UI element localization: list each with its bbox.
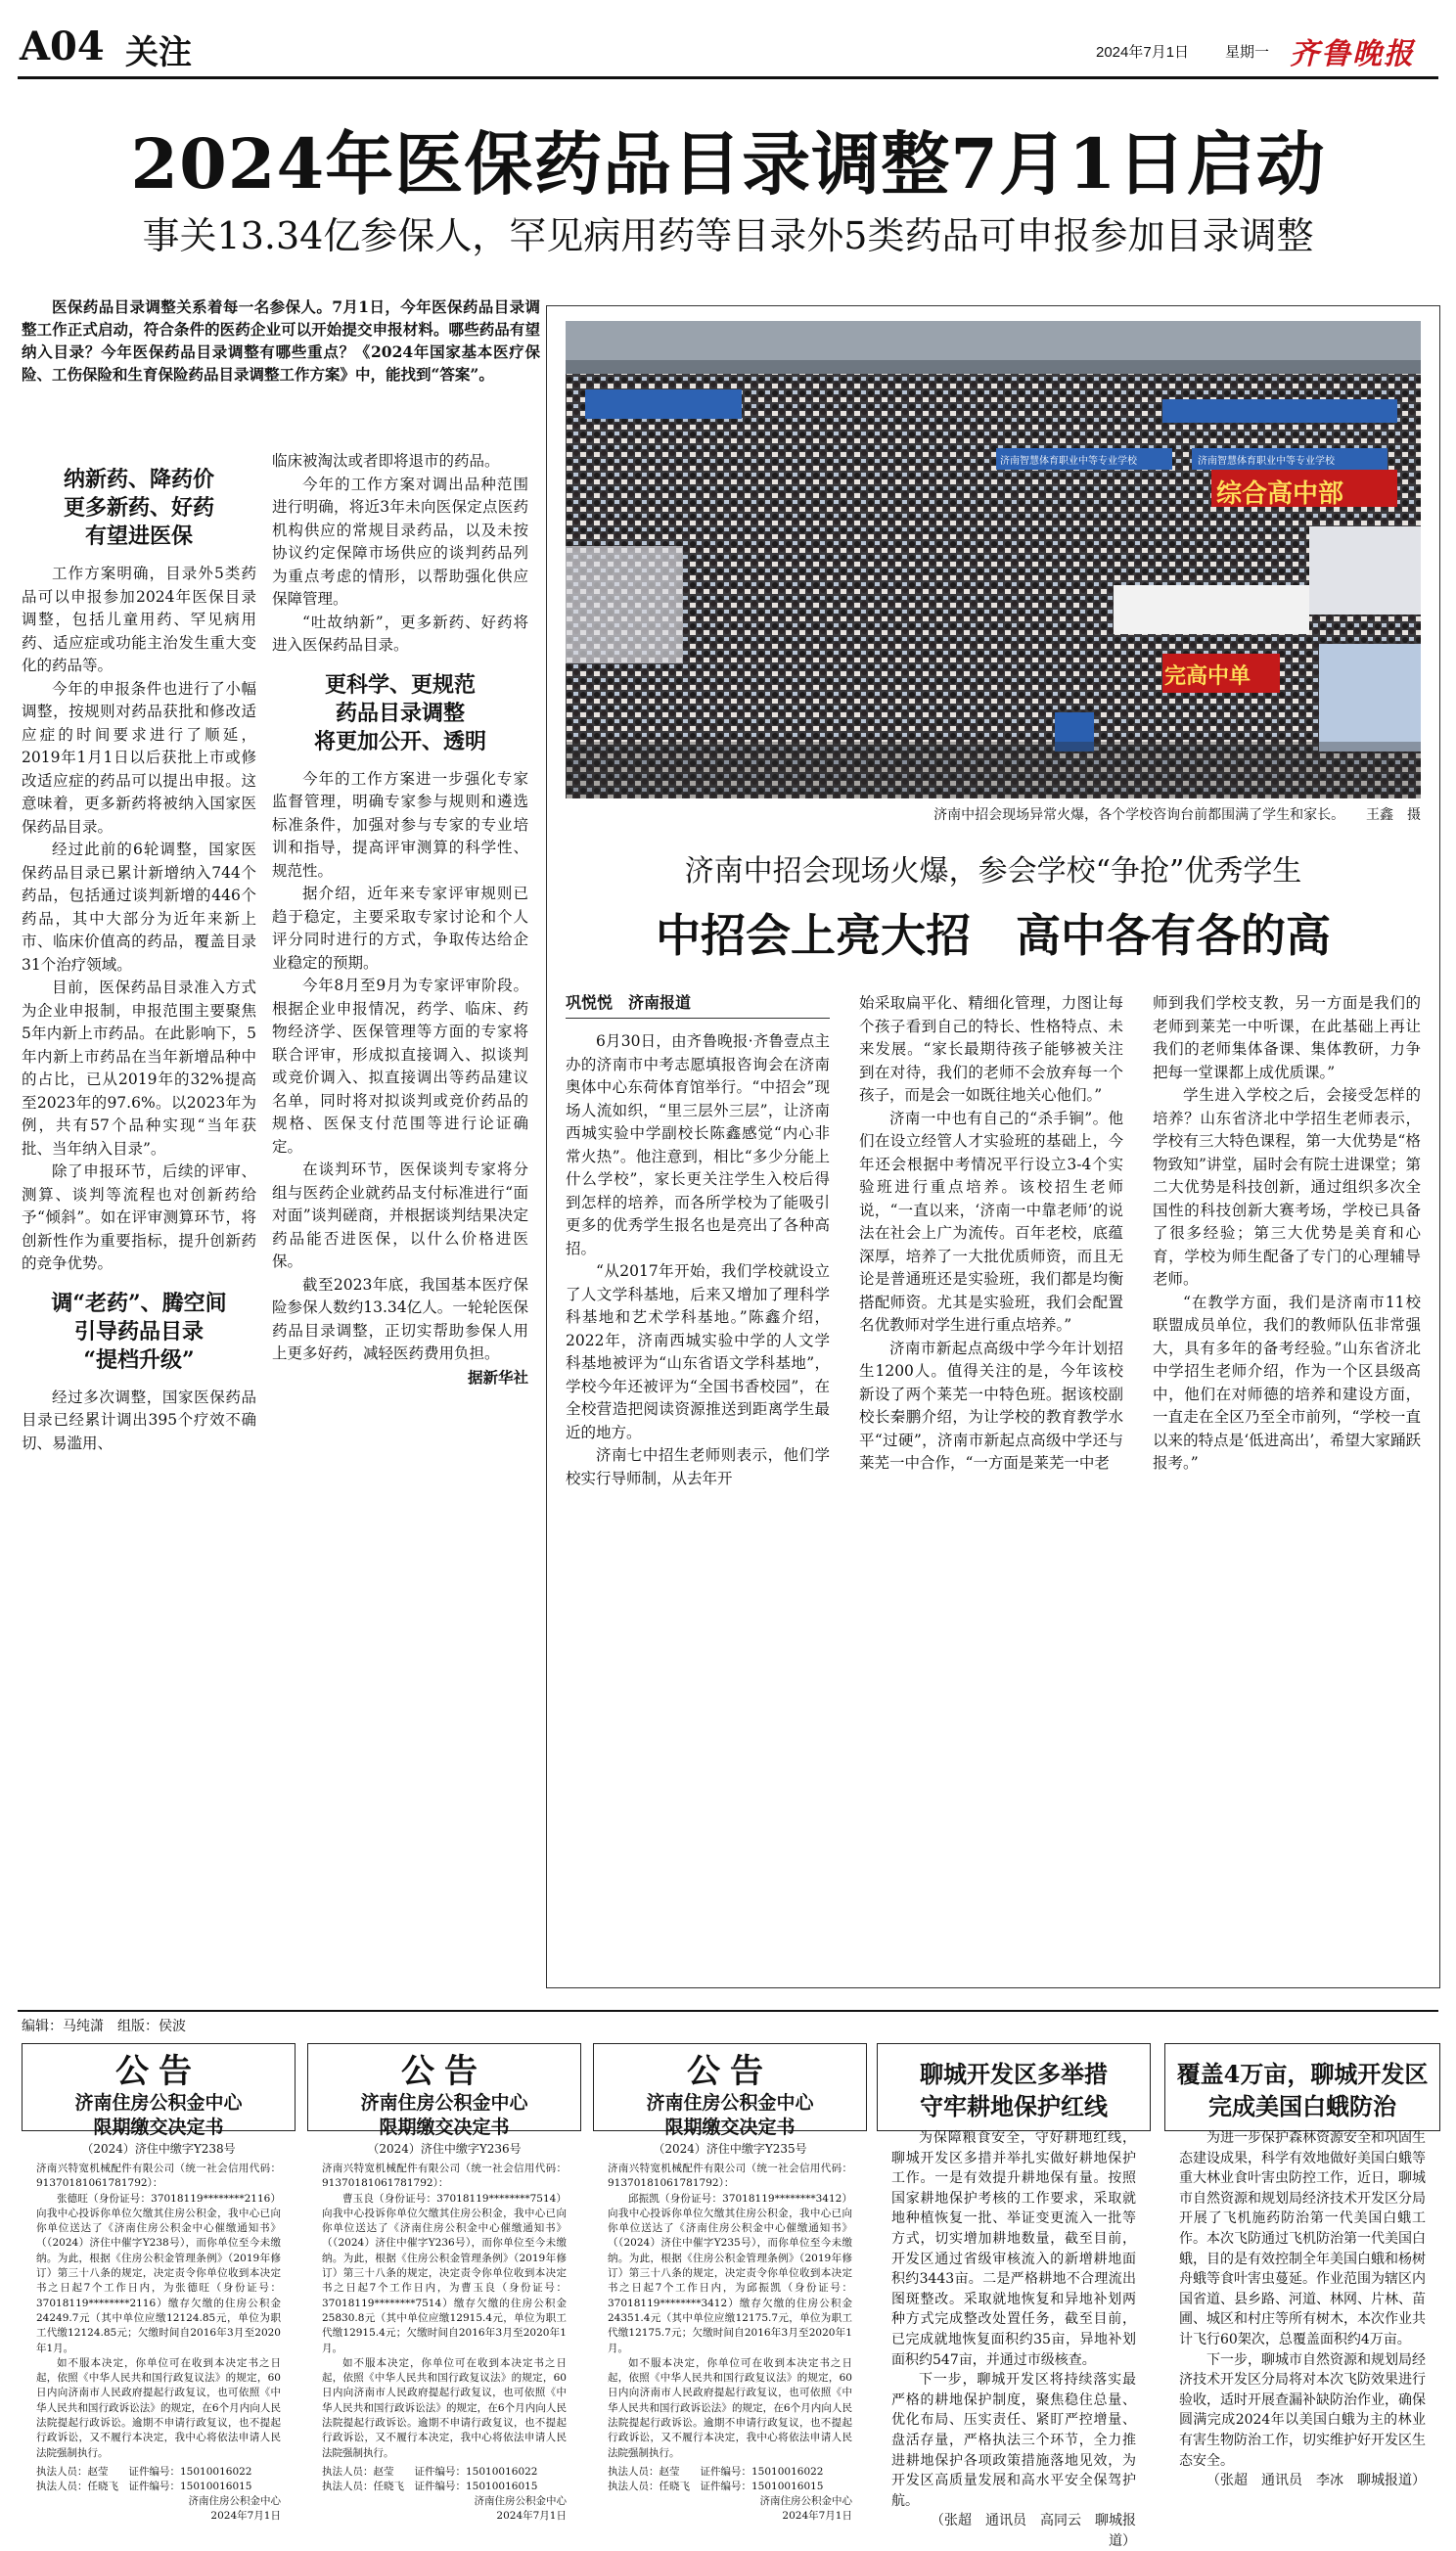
officer-1: 执法人员：赵莹 证件编号：15010016022 xyxy=(608,2465,824,2478)
headline: 2024年医保药品目录调整7月1日启动 xyxy=(130,123,1326,205)
paragraph: 经过多次调整，国家医保药品目录已经累计调出395个疗效不确切、易滥用、 xyxy=(22,1388,256,1452)
notice-doc-type: 限期缴交决定书 xyxy=(379,2117,510,2138)
subhead-2-line-2: 引导药品目录 xyxy=(73,1318,204,1344)
article-col-2 xyxy=(272,450,528,1986)
expo-photo xyxy=(566,321,1421,798)
paragraph: 6月30日，由齐鲁晚报·齐鲁壹点主办的济南市中考志愿填报咨询会在济南奥体中心东荷体育馆举行。“中招会”现场人流如织，“里三层外三层”，让济南西城实验中学副校长陈鑫感觉“内心非常火热”。他注意到，相比“多少分能上什么学校”，家长更关注学生入校后得到怎样的培养，而各所学校为了能吸引更多的优秀学生报名也是亮出了各种高招。 xyxy=(566,1032,830,1257)
paragraph: 张德旺（身份证号：37018119********2116）向我中心投诉你单位欠缴其住房公积金，我中心已向你单位送达了《济南住房公积金中心催缴通知书》（（2024）济住中催字Y238号），而你单位至今未缴纳。为此，根据《住房公积金管理条例》（2019年修订）第三十八条的规定，决定责令你单位收到本决定书之日起7个工作日内，为张德旺（身份证号：37018119********2116）缴存欠缴的住房公积金24249.7元（其中单位应缴12124.85元，单位为职工代缴12124.85元；欠缴时间自2016年3月至2020年1月。 xyxy=(36,2192,281,2354)
paragraph: 济南一中也有自己的“杀手锏”。他们在设立经管人才实验班的基础上，今年还会根据中考情况平行设立3-4个实验班进行重点培养。该校招生老师说，“一直以来，‘济南一中靠老师’的说法在社会上广为流传。百年老校，底蕴深厚，培养了一大批优质师资，而且无论是普通班还是实验班，我们都是均衡搭配师资。尤其是实验班，我们会配置名优教师对学生进行重点培养。” xyxy=(859,1109,1123,1334)
news-1-credit: （张超 通讯员 高同云 聊城报道） xyxy=(931,2513,1136,2549)
bottom-rule xyxy=(18,2010,1438,2012)
paragraph: 在谈判环节，医保谈判专家将分组与医药企业就药品支付标准进行“面对面”谈判磋商，并根据谈判结果决定药品能否进医保，以什么价格进医保。 xyxy=(272,1161,528,1270)
photo-sign-1: 综合高中部 xyxy=(1216,479,1344,509)
story-title: 中招会上亮大招 高中各有各的高 xyxy=(656,909,1331,962)
story-col-2 xyxy=(859,992,1123,1971)
paragraph: 学生进入学校之后，会接受怎样的培养？山东省济北中学招生老师表示，学校有三大特色课程，第一大优势是“格物致知”讲堂，届时会有院士进课堂；第二大优势是科技创新，通过组织多次全国性的科技创新大赛考场，学校已具备了很多经验；第三大优势是美育和心育，学校为师生配备了专门的心理辅导老师。 xyxy=(1153,1086,1421,1288)
masthead xyxy=(18,12,1438,76)
paragraph: 目前，医保药品目录准入方式为企业申报制，申报范围主要聚焦5年内新上市药品。在此影响下，5年内新上市药品在当年新增品种中的占比，已从2019年的32%提高至2023年的97.6%。以2023年为例，共有57个品种实现“当年获批、当年纳入目录”。 xyxy=(22,979,256,1158)
article-col-1 xyxy=(22,460,256,1967)
subhead-1 xyxy=(22,466,256,551)
news-2-credit: （张超 通讯员 李冰 聊城报道） xyxy=(1206,2473,1426,2489)
notice-title: 公告 xyxy=(401,2052,487,2091)
editor-credits: 编辑：马纯潇 组版：侯波 xyxy=(22,2018,186,2033)
notice-signature xyxy=(23,2461,295,2524)
news-1-title xyxy=(878,2058,1150,2122)
caption-text: 济南中招会现场异常火爆，各个学校咨询台前都围满了学生和家长。 xyxy=(933,806,1345,822)
notice-signature xyxy=(308,2461,580,2524)
story-col-1 xyxy=(566,992,830,1971)
paragraph: 下一步，聊城市自然资源和规划局经济技术开发区分局将对本次飞防效果进行验收，适时开展查漏补缺防治作业，确保圆满完成2024年以美国白蛾为主的林业有害生物防治工作，切实维护好开发区生态安全。 xyxy=(1179,2351,1426,2469)
subhead-3-line-1: 更科学、更规范 xyxy=(324,671,476,698)
subhead-2-line-1: 调“老药”、腾空间 xyxy=(51,1290,227,1316)
lead-paragraph xyxy=(22,296,540,431)
masthead-rule xyxy=(18,76,1438,79)
notice-number: （2024）济住中缴字Y236号 xyxy=(367,2142,522,2156)
paragraph: 今年的工作方案进一步强化专家监督管理，明确专家参与规则和遴选标准条件，加强对参与专家的专业培训和指导，提高评审测算的科学性、规范性。 xyxy=(272,769,528,880)
notice-title: 公告 xyxy=(687,2052,773,2091)
photographer: 王鑫 摄 xyxy=(1366,806,1421,822)
issue-date: 2024年7月1日 xyxy=(1096,44,1190,61)
lead-text: 医保药品目录调整关系着每一名参保人。7月1日，今年医保药品目录调整工作正式启动，符合条件的医药企业可以开始提交申报材料。哪些药品有望纳入目录？今年医保药品目录调整有哪些重点？《2024年国家基本医疗保险、工伤保险和生育保险药品目录调整工作方案》中，能找到“答案”。 xyxy=(22,297,540,384)
paragraph: 如不服本决定，你单位可在收到本决定书之日起，依照《中华人民共和国行政复议法》的规定，60日内向济南市人民政府提起行政复议，也可依照《中华人民共和国行政诉讼法》的规定，在6个月内向人民法院提起行政诉讼。逾期不申请行政复议，也不提起行政诉讼，又不履行本决定，我中心将依法申请人民法院强制执行。 xyxy=(322,2356,567,2459)
story-kicker: 济南中招会现场火爆，参会学校“争抢”优秀学生 xyxy=(684,854,1302,888)
notice-box-3 xyxy=(593,2043,867,2522)
paragraph: “在教学方面，我们是济南市11校联盟成员单位，我们的教师队伍非常强大，具有多年的备考经验。”山东省济北中学招生老师介绍，作为一个区县级高中，他们在对师德的培养和建设方面，一直走在全区乃至全市前列，“学校一直以来的特点是‘低进高出’，希望大家踊跃报考。” xyxy=(1153,1293,1421,1472)
notice-date: 2024年7月1日 xyxy=(210,2509,281,2522)
photo-caption xyxy=(566,804,1421,824)
paragraph: 为进一步保护森林资源安全和巩固生态建设成果，科学有效地做好美国白蛾等重大林业食叶害虫防控工作，近日，聊城市自然资源和规划局经济技术开发区分局开展了飞机施药防治第一代美国白蛾工作。本次飞防通过飞机防治第一代美国白蛾，目的是有效控制全年美国白蛾和杨树舟蛾等食叶害虫蔓延。作业范围为辖区内国省道、县乡路、河道、林网、片林、苗圃、城区和村庄等所有树木，本次作业共计飞行60架次，总覆盖面积约4万亩。 xyxy=(1179,2130,1426,2347)
photo-sign-3: 济南智慧体育职业中等专业学校 xyxy=(1000,456,1137,467)
news-2-body xyxy=(1165,2122,1439,2491)
news-1-title-line-2: 守牢耕地保护红线 xyxy=(920,2092,1108,2120)
notice-number: （2024）济住中缴字Y238号 xyxy=(81,2142,236,2156)
notice-org: 济南住房公积金中心 xyxy=(74,2092,243,2114)
officer-2: 执法人员：任晓飞 证件编号：15010016015 xyxy=(608,2480,824,2492)
paragraph: 下一步，聊城开发区将持续落实最严格的耕地保护制度，聚焦稳住总量、优化布局、压实责任、紧盯严控增量、盘活存量，严格执法三个环节，全力推进耕地保护各项政策措施落地见效，为开发区高质量发展和高水平安全保驾护航。 xyxy=(891,2372,1136,2509)
officer-1: 执法人员：赵莹 证件编号：15010016022 xyxy=(322,2465,538,2478)
paragraph: 除了申报环节，后续的评审、测算、谈判等流程也对创新药给予“倾斜”。如在评审测算环节，将创新性作为重要指标，提升创新药的竞争优势。 xyxy=(22,1162,256,1272)
page-number: A04 xyxy=(20,23,105,69)
paragraph: “吐故纳新”，更多新药、好药将进入医保药品目录。 xyxy=(272,613,528,654)
notice-doc-type: 限期缴交决定书 xyxy=(664,2117,796,2138)
officer-2: 执法人员：任晓飞 证件编号：15010016015 xyxy=(36,2480,252,2492)
notice-box-1 xyxy=(22,2043,296,2522)
news-2-title-line-2: 完成美国白蛾防治 xyxy=(1208,2092,1396,2120)
news-agency-credit: 据新华社 xyxy=(467,1367,528,1387)
paragraph: 曹玉良（身份证号：37018119********7514）向我中心投诉你单位欠缴其住房公积金，我中心已向你单位送达了《济南住房公积金中心催缴通知书》（（2024）济住中催字Y236号），而你单位至今未缴纳。为此，根据《住房公积金管理条例》（2019年修订）第三十八条的规定，决定责令你单位收到本决定书之日起7个工作日内，为曹玉良（身份证号：37018119********7514）缴存欠缴的住房公积金25830.8元（其中单位应缴12915.4元，单位为职工代缴12915.4元；欠缴时间自2016年3月至2020年1月。 xyxy=(322,2192,567,2354)
notice-issuer: 济南住房公积金中心 xyxy=(759,2494,852,2507)
crowd-photo-illustration xyxy=(566,321,1421,798)
photo-sign-2: 完高中单 xyxy=(1164,663,1251,689)
paragraph: 今年的工作方案对调出品种范围进行明确，将近3年未向医保定点医药机构供应的常规目录药品，以及未按协议约定保障市场供应的谈判药品列为重点考虑的情形，以帮助强化供应保障管理。 xyxy=(272,475,528,608)
subheadline: 事关13.34亿参保人，罕见病用药等目录外5类药品可申报参加目录调整 xyxy=(142,214,1314,257)
news-brief-2 xyxy=(1164,2043,1440,2489)
paragraph: 师到我们学校支教，另一方面是我们的老师到莱芜一中听课，在此基础上再让我们的老师集体备课、集体教研，力争把每一堂课都上成优质课。” xyxy=(1153,994,1421,1081)
paragraph: 今年的申报条件也进行了小幅调整，按规则对药品获批和修改适应症的时间要求进行了顺延，2019年1月1日以后获批上市或修改适应症的药品可以提出申报。这意味着，更多新药将被纳入国家医保药品目录。 xyxy=(22,679,256,836)
paragraph: 始采取扁平化、精细化管理，力图让每个孩子看到自己的特长、性格特点、未来发展。“家长最期待孩子能够被关注到在对待，我们的老师不会放弃每一个孩子，而是会一如既往地关心他们。” xyxy=(859,994,1123,1104)
notice-box-2 xyxy=(307,2043,581,2522)
subhead-2-line-3: “提档升级” xyxy=(83,1346,195,1373)
photo-sign-4: 济南智慧体育职业中等专业学校 xyxy=(1198,456,1335,467)
notice-doc-type: 限期缴交决定书 xyxy=(93,2117,224,2138)
subhead-2 xyxy=(22,1290,256,1375)
notice-org: 济南住房公积金中心 xyxy=(360,2092,528,2114)
officer-1: 执法人员：赵莹 证件编号：15010016022 xyxy=(36,2465,252,2478)
paragraph: 邱振凯（身份证号：37018119********3412）向我中心投诉你单位欠缴其住房公积金，我中心已向你单位送达了《济南住房公积金中心催缴通知书》（（2024）济住中催字Y235号），而你单位至今未缴纳。为此，根据《住房公积金管理条例》（2019年修订）第三十八条的规定，决定责令你单位收到本决定书之日起7个工作日内，为邱振凯（身份证号：37018119********3412）缴存欠缴的住房公积金24351.4元（其中单位应缴12175.7元，单位为职工代缴12175.7元；欠缴时间自2016年3月至2020年1月。 xyxy=(608,2192,852,2354)
news-1-body xyxy=(878,2122,1150,2551)
paragraph: 今年8月至9月为专家评审阶段。根据企业申报情况，药学、临床、药物经济学、医保管理等方面的专家将联合评审，形成拟直接调入、拟谈判或竞价调入、拟直接调出等药品建议名单，同时将对拟谈判或竞价药品的规格、医保支付范围等进行论证确定。 xyxy=(272,977,528,1156)
paragraph: 据介绍，近年来专家评审规则已趋于稳定，主要采取专家讨论和个人评分同时进行的方式，争取传达给企业稳定的预期。 xyxy=(272,885,528,972)
news-2-title-line-1: 覆盖4万亩，聊城开发区 xyxy=(1176,2060,1429,2088)
notice-date: 2024年7月1日 xyxy=(496,2509,567,2522)
notice-recipient: 济南兴特宽机械配件有限公司（统一社会信用代码：91370181061781792）： xyxy=(608,2163,852,2190)
news-2-title xyxy=(1165,2058,1439,2122)
news-1-title-line-1: 聊城开发区多举措 xyxy=(920,2060,1108,2088)
byline-text: 巩悦悦 济南报道 xyxy=(566,995,692,1012)
paragraph: 经过此前的6轮调整，国家医保药品目录已累计新增纳入744个药品，包括通过谈判新增的446个药品，其中大部分为近年来新上市、临床价值高的药品，覆盖目录31个治疗领域。 xyxy=(22,841,256,974)
notice-title: 公告 xyxy=(115,2052,202,2091)
paragraph: 工作方案明确，目录外5类药品可以申报参加2024年医保目录调整，包括儿童用药、罕见病用药、适应症或功能主治发生重大变化的药品等。 xyxy=(22,565,256,674)
story-byline xyxy=(566,992,830,1019)
paragraph: 如不服本决定，你单位可在收到本决定书之日起，依照《中华人民共和国行政复议法》的规定，60日内向济南市人民政府提起行政复议，也可依照《中华人民共和国行政诉讼法》的规定，在6个月内向人民法院提起行政诉讼。逾期不申请行政复议，也不提起行政诉讼，又不履行本决定，我中心将依法申请人民法院强制执行。 xyxy=(36,2356,281,2459)
paragraph: 为保障粮食安全，守好耕地红线，聊城开发区多措并举扎实做好耕地保护工作。一是有效提升耕地保有量。按照国家耕地保护考核的工作要求，采取就地种植恢复一批、举证变更流入一批等方式，切实增加耕地数量，截至目前，开发区通过省级审核流入的新增耕地面积约3443亩。二是严格耕地不合理流出图斑整改。采取就地恢复和异地补划两种方式完成整改处置任务，截至目前，已完成就地恢复面积约35亩，异地补划面积约547亩，并通过市级核查。 xyxy=(891,2130,1136,2368)
notice-date: 2024年7月1日 xyxy=(782,2509,852,2522)
subhead-3 xyxy=(272,671,528,756)
paper-logo: 齐鲁晚报 xyxy=(1290,37,1415,71)
subhead-3-line-3: 将更加公开、透明 xyxy=(313,728,486,754)
section-name: 关注 xyxy=(125,33,192,72)
paragraph: 截至2023年底，我国基本医疗保险参保人数约13.34亿人。一轮轮医保药品目录调整，正切实帮助参保人用上更多好药，减轻医药费用负担。 xyxy=(272,1275,528,1362)
paragraph: 济南市新起点高级中学今年计划招生1200人。值得关注的是，今年该校新设了两个莱芜一中特色班。据该校副校长秦鹏介绍，为让学校的教育教学水平“过硬”，济南市新起点高级中学还与莱芜一中合作，“一方面是莱芜一中老 xyxy=(859,1339,1123,1472)
notice-signature xyxy=(594,2461,866,2524)
paragraph: “从2017年开始，我们学校就设立了人文学科基地，后来又增加了理科学科基地和艺术学科基地。”陈鑫介绍，2022年，济南西城实验中学的人文学科基地被评为“山东省语文学科基地”，学校今年还被评为“全国书香校园”，在全校营造把阅读资源推送到距离学生最近的地方。 xyxy=(566,1262,830,1441)
notice-recipient: 济南兴特宽机械配件有限公司（统一社会信用代码：91370181061781792）： xyxy=(322,2163,567,2190)
subhead-3-line-2: 药品目录调整 xyxy=(335,700,465,726)
notice-body xyxy=(23,2158,295,2461)
notice-issuer: 济南住房公积金中心 xyxy=(474,2494,567,2507)
paragraph: 济南七中招生老师则表示，他们学校实行导师制，从去年开 xyxy=(566,1446,830,1487)
paragraph: 如不服本决定，你单位可在收到本决定书之日起，依照《中华人民共和国行政复议法》的规定，60日内向济南市人民政府提起行政复议，也可依照《中华人民共和国行政诉讼法》的规定，在6个月内向人民法院提起行政诉讼。逾期不申请行政复议，也不提起行政诉讼，又不履行本决定，我中心将依法申请人民法院强制执行。 xyxy=(608,2356,852,2459)
officer-2: 执法人员：任晓飞 证件编号：15010016015 xyxy=(322,2480,538,2492)
paragraph: 临床被淘汰或者即将退市的药品。 xyxy=(272,452,500,470)
notice-org: 济南住房公积金中心 xyxy=(646,2092,814,2114)
notice-recipient: 济南兴特宽机械配件有限公司（统一社会信用代码：91370181061781792）： xyxy=(36,2163,281,2190)
notice-number: （2024）济住中缴字Y235号 xyxy=(653,2142,807,2156)
issue-weekday: 星期一 xyxy=(1225,44,1270,61)
notice-body xyxy=(594,2158,866,2461)
notice-issuer: 济南住房公积金中心 xyxy=(188,2494,281,2507)
subhead-1-line-3: 有望进医保 xyxy=(84,524,193,549)
story-col-3 xyxy=(1153,992,1421,1971)
subhead-1-line-2: 更多新药、好药 xyxy=(63,495,214,521)
news-brief-1 xyxy=(877,2043,1151,2549)
notice-body xyxy=(308,2158,580,2461)
subhead-1-line-1: 纳新药、降药价 xyxy=(63,467,214,492)
